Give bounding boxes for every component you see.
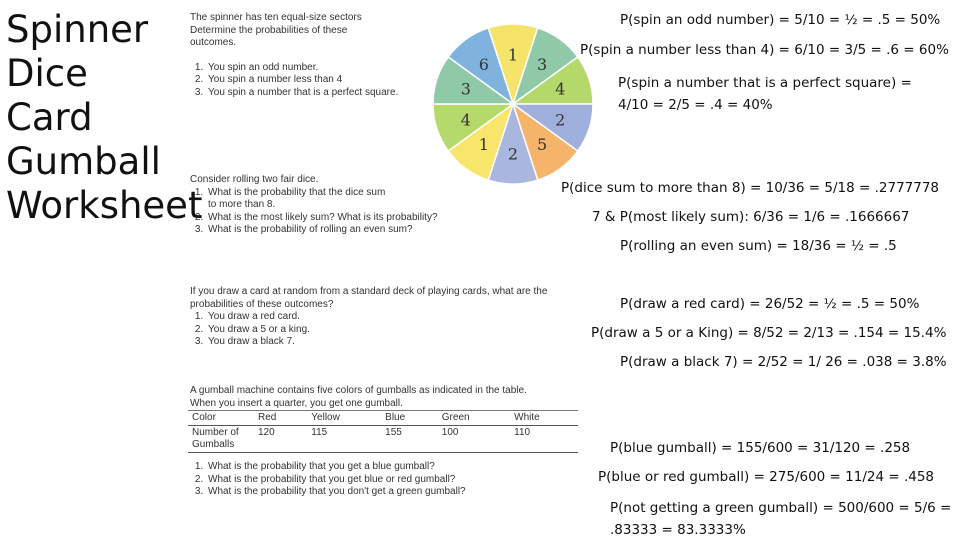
title-line: Card (6, 96, 93, 139)
gumball-question: 2. What is the probability that you get blue or red gumball? (206, 474, 590, 487)
card-question: 1. You draw a red card. (206, 311, 590, 324)
answer-spinner-less4: P(spin a number less than 4) = 6/10 = 3/5 = .6 = 60% (580, 42, 949, 58)
answer-gum-bluered: P(blue or red gumball) = 275/600 = 11/24 = .458 (598, 469, 935, 485)
answer-card-black7: P(draw a black 7) = 2/52 = 1/ 26 = .038 = 3.8% (620, 354, 947, 370)
answer-dice-more8: P(dice sum to more than 8) = 10/36 = 5/18 = .2777778 (561, 180, 940, 196)
spinner-label: 1 (478, 135, 489, 155)
title-line: Dice (6, 52, 88, 95)
table-header: Green (438, 411, 510, 426)
answer-gum-notgreen: P(not getting a green gumball) = 500/600 = 5/6 = .83333 = 83.3333% (610, 500, 952, 538)
table-cell: 120 (254, 426, 307, 453)
spinner-intro-line: Determine the probabilities of these (190, 24, 348, 36)
spinner-question: 2. You spin a number less than 4 (206, 74, 406, 87)
dice-question: 3. What is the probability of rolling an even sum? (206, 224, 460, 237)
table-header: Blue (381, 411, 438, 426)
spinner-label: 6 (478, 54, 489, 74)
answer-card-red: P(draw a red card) = 26/52 = ½ = .5 = 50% (620, 296, 920, 312)
gumball-question: 1. What is the probability that you get a blue gumball? (206, 461, 590, 474)
spinner-label: 3 (460, 79, 471, 99)
table-header: Yellow (307, 411, 381, 426)
table-header: Color (188, 411, 254, 426)
gumball-table (188, 410, 578, 453)
spinner-label: 2 (555, 110, 566, 130)
card-intro-line: If you draw a card at random from a standard deck of playing cards, what are the (190, 286, 548, 297)
table-cell: 100 (438, 426, 510, 453)
spinner-label: 4 (460, 110, 471, 130)
answer-dice-even: P(rolling an even sum) = 18/36 = ½ = .5 (620, 238, 897, 254)
answer-dice-likely: 7 & P(most likely sum): 6/36 = 1/6 = .1666667 (592, 209, 910, 225)
table-cell: Number of Gumballs (188, 426, 254, 453)
spinner-label: 5 (537, 135, 548, 155)
worksheet-title (6, 8, 203, 228)
spinner-label: 1 (507, 45, 519, 65)
table-cell: 155 (381, 426, 438, 453)
answer-card-5king: P(draw a 5 or a King) = 8/52 = 2/13 = .154 = 15.4% (591, 325, 947, 341)
card-problem (190, 286, 590, 349)
spinner-label: 4 (555, 79, 566, 99)
spinner-label: 2 (507, 144, 519, 164)
table-header: Red (254, 411, 307, 426)
spinner-intro-line: outcomes. (190, 37, 237, 48)
spinner-intro-line: The spinner has ten equal-size sectors (190, 12, 362, 23)
gumball-questions (190, 461, 590, 499)
card-question: 3. You draw a black 7. (206, 336, 590, 349)
gumball-question: 3. What is the probability that you don't get a green gumball? (206, 486, 590, 499)
dice-question: 1. What is the probability that the dice sum to more than 8. (206, 187, 393, 212)
title-line: Spinner (6, 8, 149, 51)
card-question: 2. You draw a 5 or a king. (206, 324, 590, 337)
dice-problem (190, 174, 460, 237)
title-line: Worksheet (6, 184, 203, 227)
spinner-question: 3. You spin a number that is a perfect square. (206, 87, 406, 100)
answer-gum-blue: P(blue gumball) = 155/600 = 31/120 = .258 (610, 440, 911, 456)
table-row (188, 411, 578, 426)
gumball-intro-line: A gumball machine contains five colors of gumballs as indicated in the table. (190, 385, 527, 396)
dice-question: 2. What is the most likely sum? What is its probability? (206, 212, 460, 225)
table-cell: 110 (510, 426, 578, 453)
table-cell: 115 (307, 426, 381, 453)
spinner-question: 1. You spin an odd number. (206, 62, 406, 75)
table-row (188, 426, 578, 453)
dice-intro: Consider rolling two fair dice. (190, 174, 319, 185)
spinner-label: 3 (537, 54, 548, 74)
card-intro-line: probabilities of these outcomes? (190, 298, 334, 310)
spinner-wheel (424, 18, 602, 190)
answer-spinner-square: P(spin a number that is a perfect square) = 4/10 = 2/5 = .4 = 40% (618, 75, 912, 113)
gumball-intro-line: When you insert a quarter, you get one gumball. (190, 397, 403, 409)
title-line: Gumball (6, 140, 161, 183)
spinner-problem (190, 12, 420, 99)
gumball-problem (190, 385, 590, 410)
table-header: White (510, 411, 578, 426)
answer-spinner-odd: P(spin an odd number) = 5/10 = ½ = .5 = 50% (620, 12, 941, 28)
